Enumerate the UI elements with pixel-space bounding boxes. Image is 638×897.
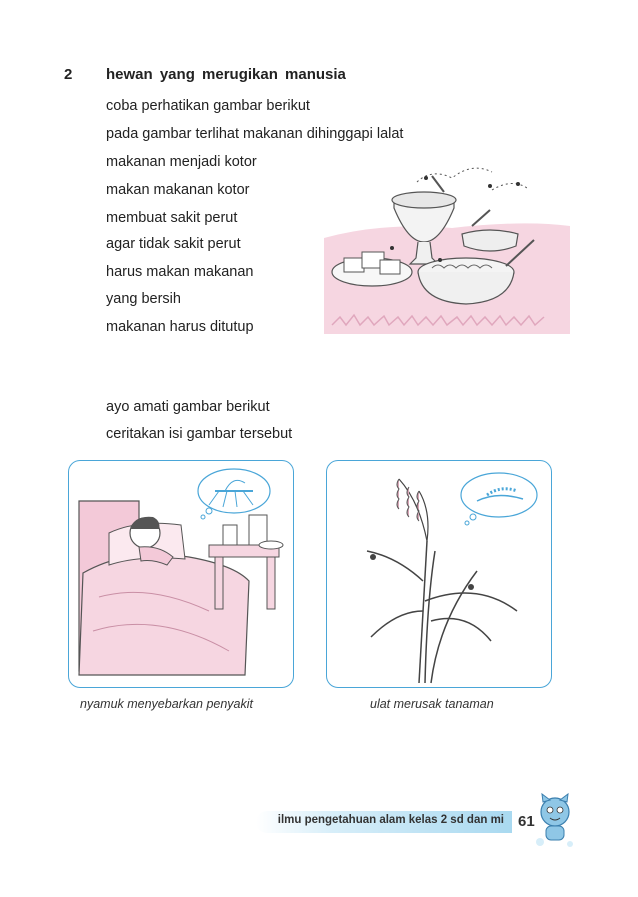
text-line: membuat sakit perut [106,210,238,226]
text-line: ayo amati gambar berikut [106,399,270,415]
caption-mosquito: nyamuk menyebarkan penyakit [80,697,254,711]
text-line: makanan harus ditutup [106,319,254,335]
footer-book-title: ilmu pengetahuan alam kelas 2 sd dan mi [277,814,504,826]
section-title: hewan yang merugikan manusia [106,66,346,83]
text-line: makan makanan kotor [106,182,250,198]
picture-card-mosquito [68,460,294,688]
rice-plant-illustration [327,461,551,687]
text-line: agar tidak sakit perut [106,236,241,252]
text-line: coba perhatikan gambar berikut [106,98,310,114]
text-line: makanan menjadi kotor [106,154,257,170]
text-line: yang bersih [106,291,181,307]
text-line: harus makan makanan [106,264,254,280]
text-line: ceritakan isi gambar tersebut [106,426,293,442]
food-with-flies-illustration [322,160,572,335]
picture-card-caterpillar [326,460,552,688]
page-number: 61 [518,813,535,830]
caption-caterpillar: ulat merusak tanaman [370,697,494,711]
mascot-icon [534,792,576,848]
text-line: pada gambar terlihat makanan dihinggapi lalat [106,126,404,142]
section-number: 2 [64,66,73,83]
sick-child-bed-illustration [69,461,293,687]
